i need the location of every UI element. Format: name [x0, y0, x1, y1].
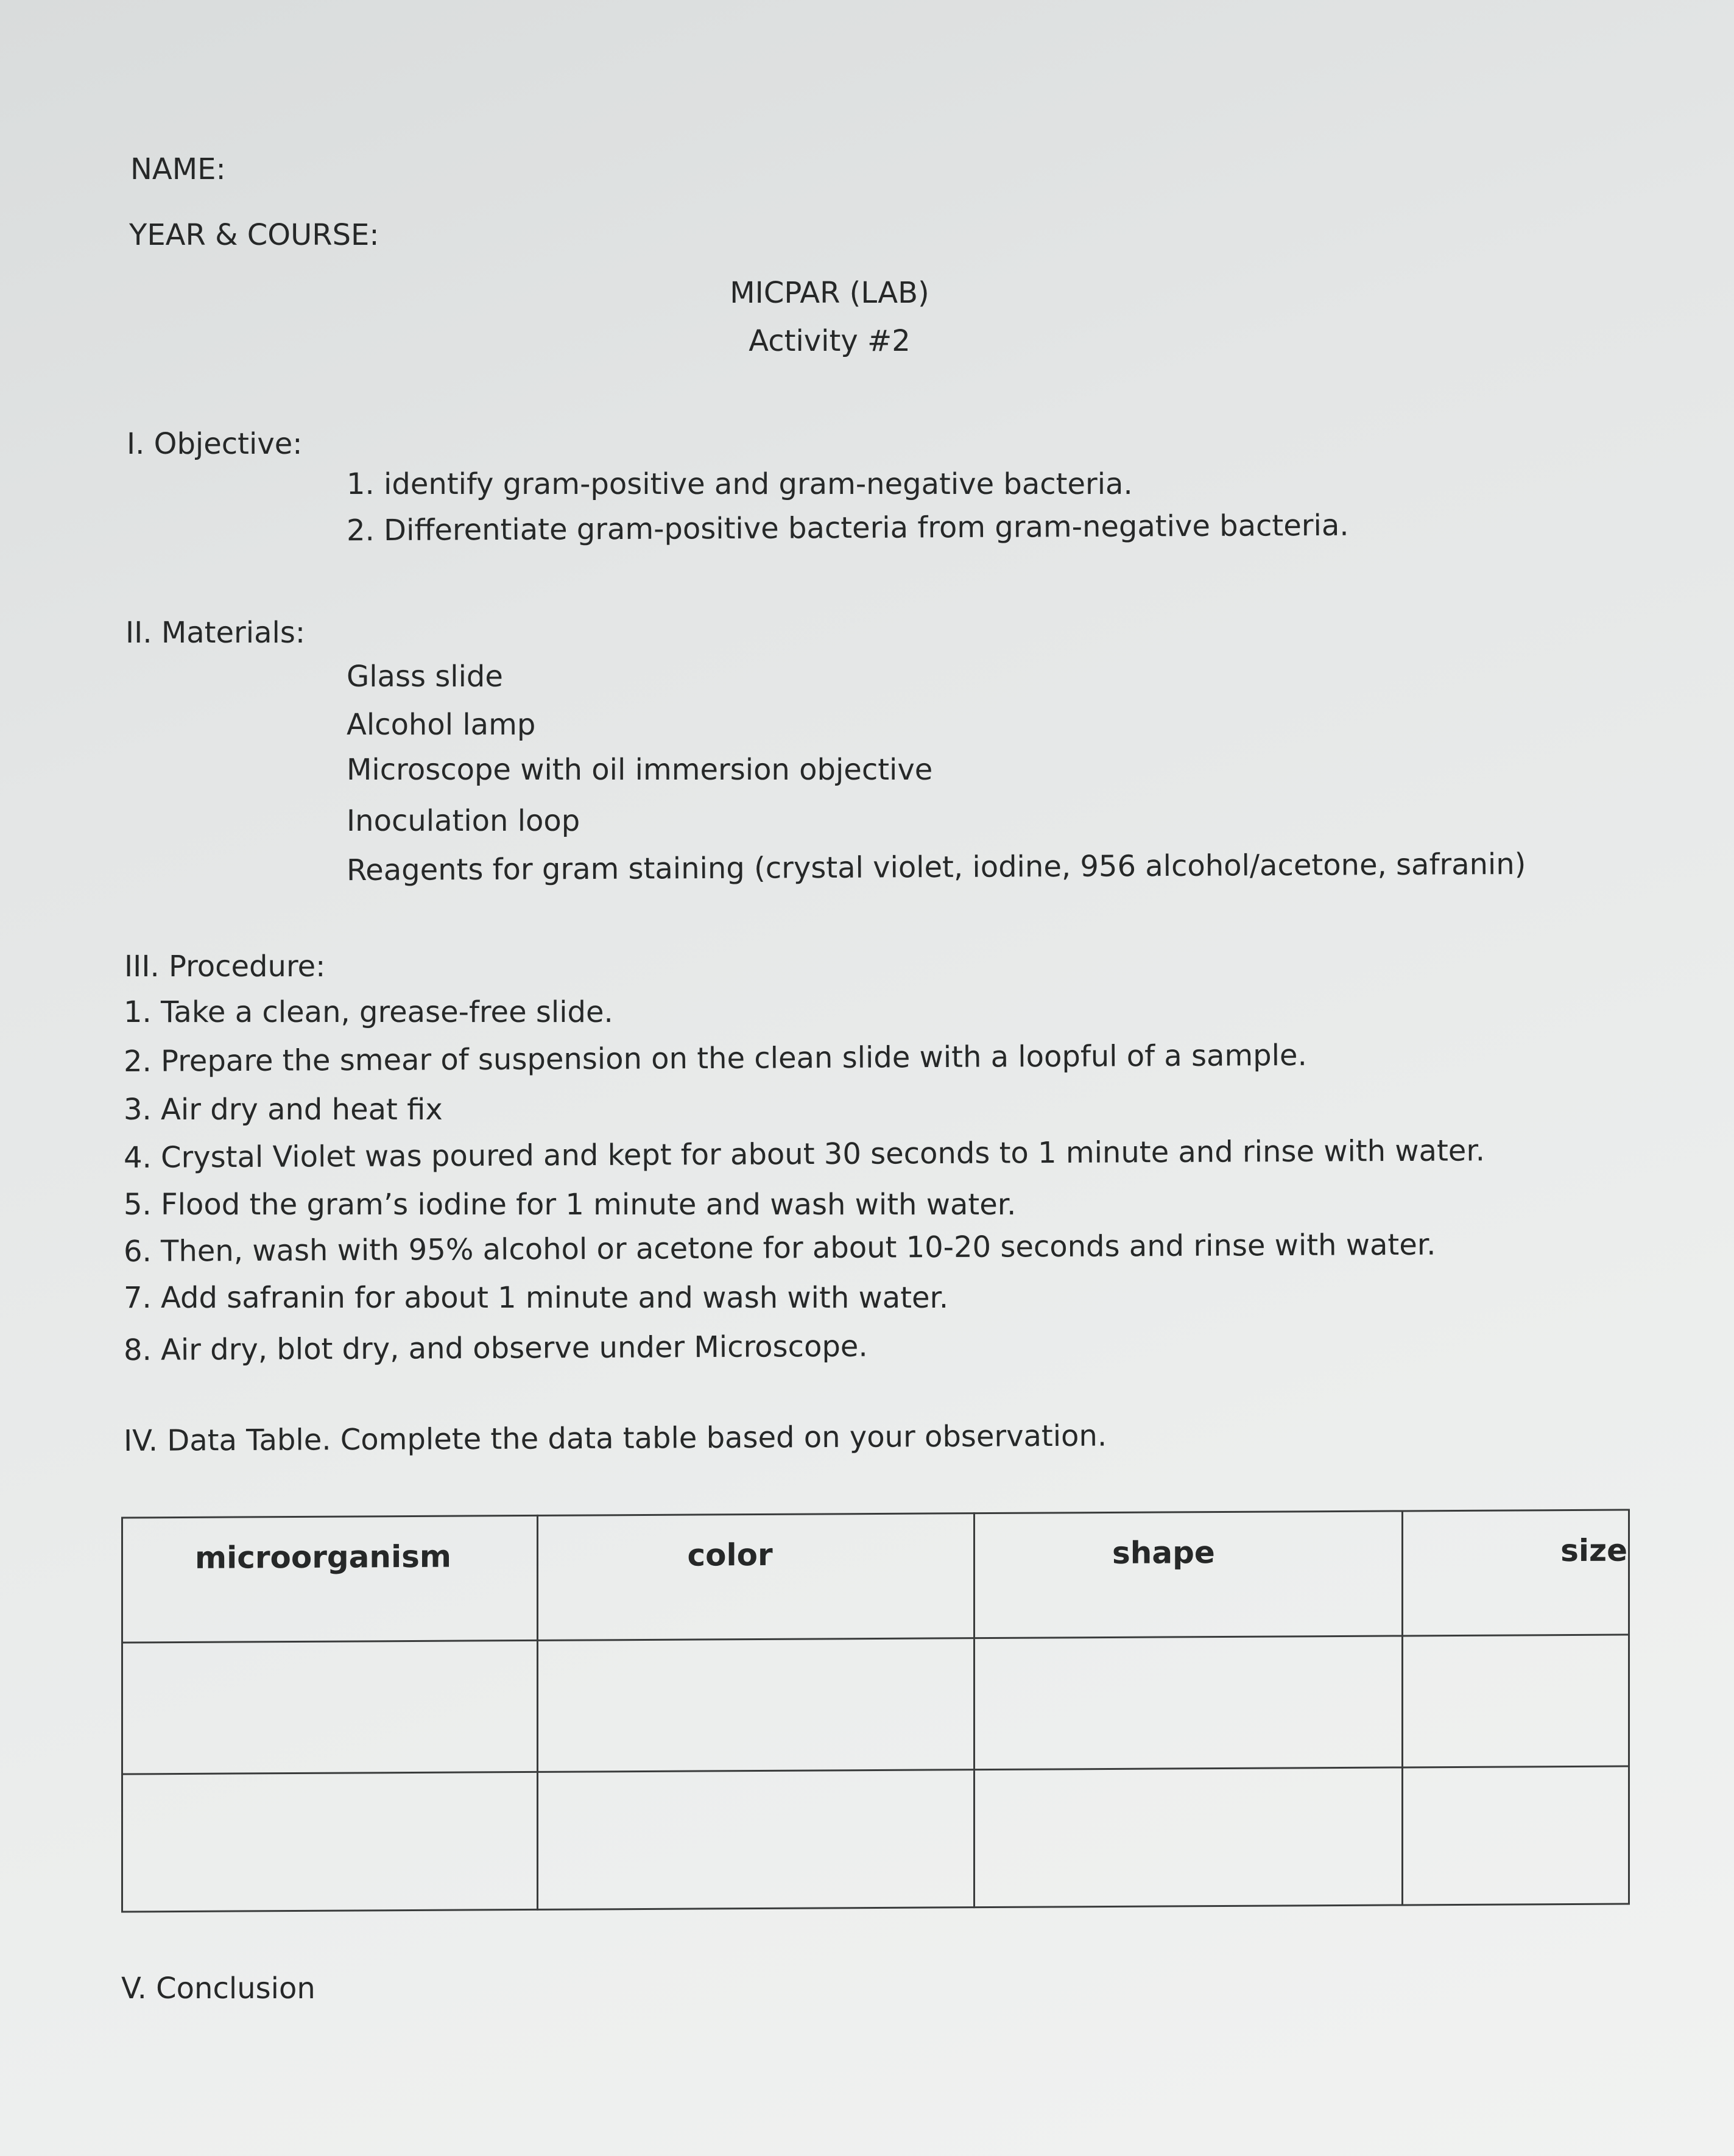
table-cell[interactable] — [122, 1772, 538, 1912]
table-cell[interactable] — [122, 1640, 538, 1774]
table-cell[interactable] — [1403, 1635, 1629, 1767]
procedure-step: 7. Add safranin for about 1 minute and wash with water. — [124, 1281, 949, 1315]
data-table — [121, 1509, 1630, 1913]
table-cell[interactable] — [974, 1767, 1403, 1908]
procedure-step: 5. Flood the gram’s iodine for 1 minute and wash with water. — [124, 1188, 1017, 1222]
procedure-step: 8. Air dry, blot dry, and observe under Microscope. — [123, 1329, 868, 1367]
column-header-microorganism: microorganism — [122, 1515, 538, 1643]
activity-subtitle: Activity #2 — [749, 324, 911, 358]
table-cell[interactable] — [537, 1638, 974, 1772]
column-header-shape: shape — [974, 1511, 1403, 1638]
procedure-heading: III. Procedure: — [124, 949, 326, 984]
procedure-step: 2. Prepare the smear of suspension on the clean slide with a loopful of a sample. — [123, 1038, 1307, 1079]
objective-item: 2. Differentiate gram-positive bacteria from gram-negative bacteria. — [346, 508, 1349, 548]
column-header-size: size — [1403, 1510, 1629, 1636]
table-cell[interactable] — [974, 1636, 1403, 1770]
table-cell[interactable] — [537, 1770, 974, 1910]
material-item: Inoculation loop — [347, 804, 580, 838]
material-item: Reagents for gram staining (crystal violet, iodine, 956 alcohol/acetone, safranin) — [346, 847, 1526, 888]
procedure-step: 6. Then, wash with 95% alcohol or acetone for about 10-20 seconds and rinse with water. — [123, 1227, 1436, 1269]
document-title: MICPAR (LAB) — [730, 276, 929, 310]
materials-heading: II. Materials: — [125, 616, 306, 650]
procedure-step: 1. Take a clean, grease-free slide. — [124, 995, 613, 1029]
objective-item: 1. identify gram-positive and gram-negative bacteria. — [347, 467, 1133, 501]
data-table-heading: IV. Data Table. Complete the data table based on your observation. — [123, 1418, 1107, 1458]
table-row — [122, 1635, 1629, 1774]
year-course-label: YEAR & COURSE: — [129, 218, 379, 252]
material-item: Glass slide — [347, 660, 503, 694]
conclusion-heading: V. Conclusion — [121, 1971, 315, 2006]
procedure-step: 4. Crystal Violet was poured and kept for about 30 seconds to 1 minute and rinse with water. — [123, 1133, 1486, 1175]
table-row — [122, 1766, 1629, 1912]
material-item: Alcohol lamp — [347, 708, 536, 742]
objective-heading: I. Objective: — [127, 427, 303, 461]
procedure-step: 3. Air dry and heat fix — [124, 1093, 443, 1127]
name-label: NAME: — [130, 152, 226, 186]
material-item: Microscope with oil immersion objective — [347, 753, 933, 787]
table-cell[interactable] — [1403, 1766, 1629, 1905]
column-header-color: color — [537, 1513, 974, 1641]
